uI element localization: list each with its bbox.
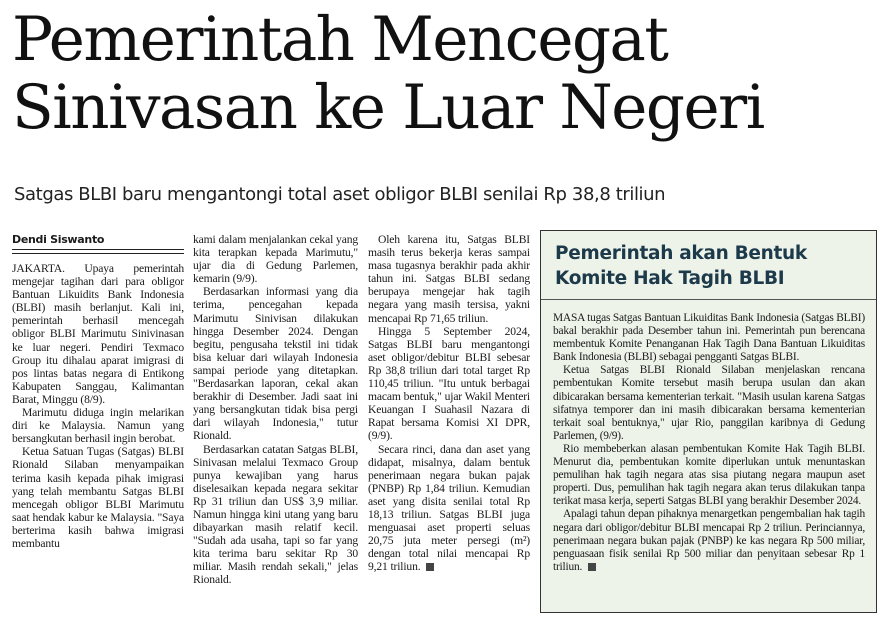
end-of-sidebar-mark <box>588 563 596 571</box>
sidebar-title <box>555 241 865 291</box>
sidebar-box <box>540 230 877 613</box>
sidebar-paragraph: Ketua Satgas BLBI Rionald Silaban menjelaskan rencana pembentukan Komite tersebut masih berupa usulan dan akan dibicarakan bersama kementerian terkait. "Masih usulan karena Satgas sifatnya temporer dan ini masih dibicarakan bersama kementerian terkait soal bentuknya," ujar Rio, panggilan karibnya di Gedung Parlemen, (9/9). <box>553 364 865 442</box>
article-paragraph: kami dalam menjalankan cekal yang kita terapkan kepada Marimutu," ujar dia di Gedung Parlemen, kemarin (9/9). <box>193 233 358 286</box>
article-paragraph-text: Secara rinci, dana dan aset yang didapat, misalnya, dalam bentuk penerimaan negara bukan pajak (PNBP) Rp 1,84 triliun. Kemudian aset yang disita senilai total Rp 18,13 triliun. Satgas BLBI juga menguasai aset properti seluas 20,75 juta meter persegi (m²) dengan total nilai mencapai Rp 9,21 triliun. <box>368 442 530 574</box>
byline-rule-bottom <box>12 253 184 254</box>
byline-rule-top <box>12 249 184 250</box>
article-paragraph: Hingga 5 September 2024, Satgas BLBI baru mengantongi aset obligor/debitur BLBI sebesar Rp 38,8 triliun dari total target Rp 110,45 triliun. "Itu untuk berbagai macam bentuk," ujar Wakil Menteri Keuangan I Suahasil Nazara di Rapat bersama Komisi XI DPR, (9/9). <box>368 324 530 443</box>
sidebar-paragraph <box>553 508 865 573</box>
headline-line-2: Sinivasan ke Luar Negeri <box>12 72 764 143</box>
headline-line-1: Pemerintah Mencegat <box>12 4 668 75</box>
article-paragraph: Berdasarkan informasi yang dia terima, pencegahan kepada Marimutu Sinivisan dilakukan hingga Desember 2024. Dengan begitu, pengusaha tekstil ini tidak bisa keluar dari wilayah Indonesia sampai periode yang ditetapkan. "Berdasarkan laporan, cekal akan berakhir di Desember. Jadi saat ini yang bersangkutan tidak bisa pergi dari wilayah Indonesia," tutur Rionald. <box>193 285 358 443</box>
article-paragraph: Berdasarkan catatan Satgas BLBI, Sinivasan melalui Texmaco Group punya kewajiban yang harus diselesaikan kepada negara sekitar Rp 31 triliun dan US$ 3,9 miliar. Namun hingga kini utang yang baru dibayarkan masih relatif kecil. "Sudah ada usaha, tapi so far yang kita terima baru sekitar Rp 30 miliar. Masih rendah sekali," jelas Rionald. <box>193 442 358 587</box>
article-paragraph: JAKARTA. Upaya pemerintah mengejar tagihan dari para obligor Bantuan Likuidits Bank Indonesia (BLBI) masih berlanjut. Kali ini, pemerintah berhasil mencegah obligor BLBI Marimutu Sinivinasan ke luar negeri. Pendiri Texmaco Group itu dihalau aparat imigrasi di pos lintas batas negara di Entikong Kabupaten Sanggau, Kalimantan Barat, Minggu (8/9). <box>12 262 184 406</box>
byline: Dendi Siswanto <box>12 233 105 246</box>
article-column-2 <box>193 233 358 587</box>
subheadline: Satgas BLBI baru mengantongi total aset obligor BLBI senilai Rp 38,8 triliun <box>14 184 666 205</box>
end-of-article-mark <box>426 563 434 571</box>
article-paragraph <box>368 443 530 574</box>
sidebar-paragraph: Rio membeberkan alasan pembentukan Komite Hak Tagih BLBI. Menurut dia, pembentukan komite diperlukan untuk menuntaskan pemulihan hak tagih negara atas sisa piutang negara maupun aset properti. Dus, pemulihan hak tagih negara akan terus dilakukan tanpa terikat masa kerja, seperti Satgas BLBI yang berakhir Desember 2024. <box>553 442 865 508</box>
article-paragraph: Marimutu diduga ingin melarikan diri ke Malaysia. Namun yang bersangkutan berhasil ingin berobat. <box>12 406 184 446</box>
article-column-1 <box>12 262 184 550</box>
sidebar-divider <box>541 299 876 300</box>
sidebar-paragraph-text: Apalagi tahun depan pihaknya menargetkan pengembalian hak tagih negara dari obligor/debitur BLBI mencapai Rp 2 triliun. Perinciannya, penerimaan negara bukan pajak (PNBP) ke kas negara Rp 500 miliar, penguasaan fisik senilai Rp 500 miliar dan penyitaan sebesar Rp 1 triliun. <box>553 508 865 573</box>
sidebar-title-line-1: Pemerintah akan Bentuk <box>555 243 807 264</box>
article-paragraph: Ketua Satuan Tugas (Satgas) BLBI Rionald Silaban menyampaikan terima kasih kepada pihak imigrasi yang telah membantu Satgas BLBI mencegah obligor BLBI Marimutu saat hendak kabur ke Malaysia. "Saya berterima kasih bahwa imigrasi membantu <box>12 445 184 550</box>
headline <box>12 6 877 142</box>
sidebar-paragraph: MASA tugas Satgas Bantuan Likuiditas Bank Indonesia (Satgas BLBI) bakal berakhir pada Desember tahun ini. Pemerintah pun berencana membentuk Komite Penanganan Hak Tagih Dana Bantuan Likuiditas Bank Indonesia (BLBI) sebagai pengganti Satgas BLBI. <box>553 312 865 364</box>
article-column-3 <box>368 233 530 573</box>
sidebar-title-line-2: Komite Hak Tagih BLBI <box>555 268 785 289</box>
article-paragraph: Oleh karena itu, Satgas BLBI masih terus bekerja keras sampai masa tugasnya berakhir pada akhir tahun ini. Satgas BLBI sedang berupaya mengejar hak tagih negara yang masih tersisa, yakni mencapai Rp 71,65 triliun. <box>368 233 530 325</box>
sidebar-body <box>553 312 865 574</box>
